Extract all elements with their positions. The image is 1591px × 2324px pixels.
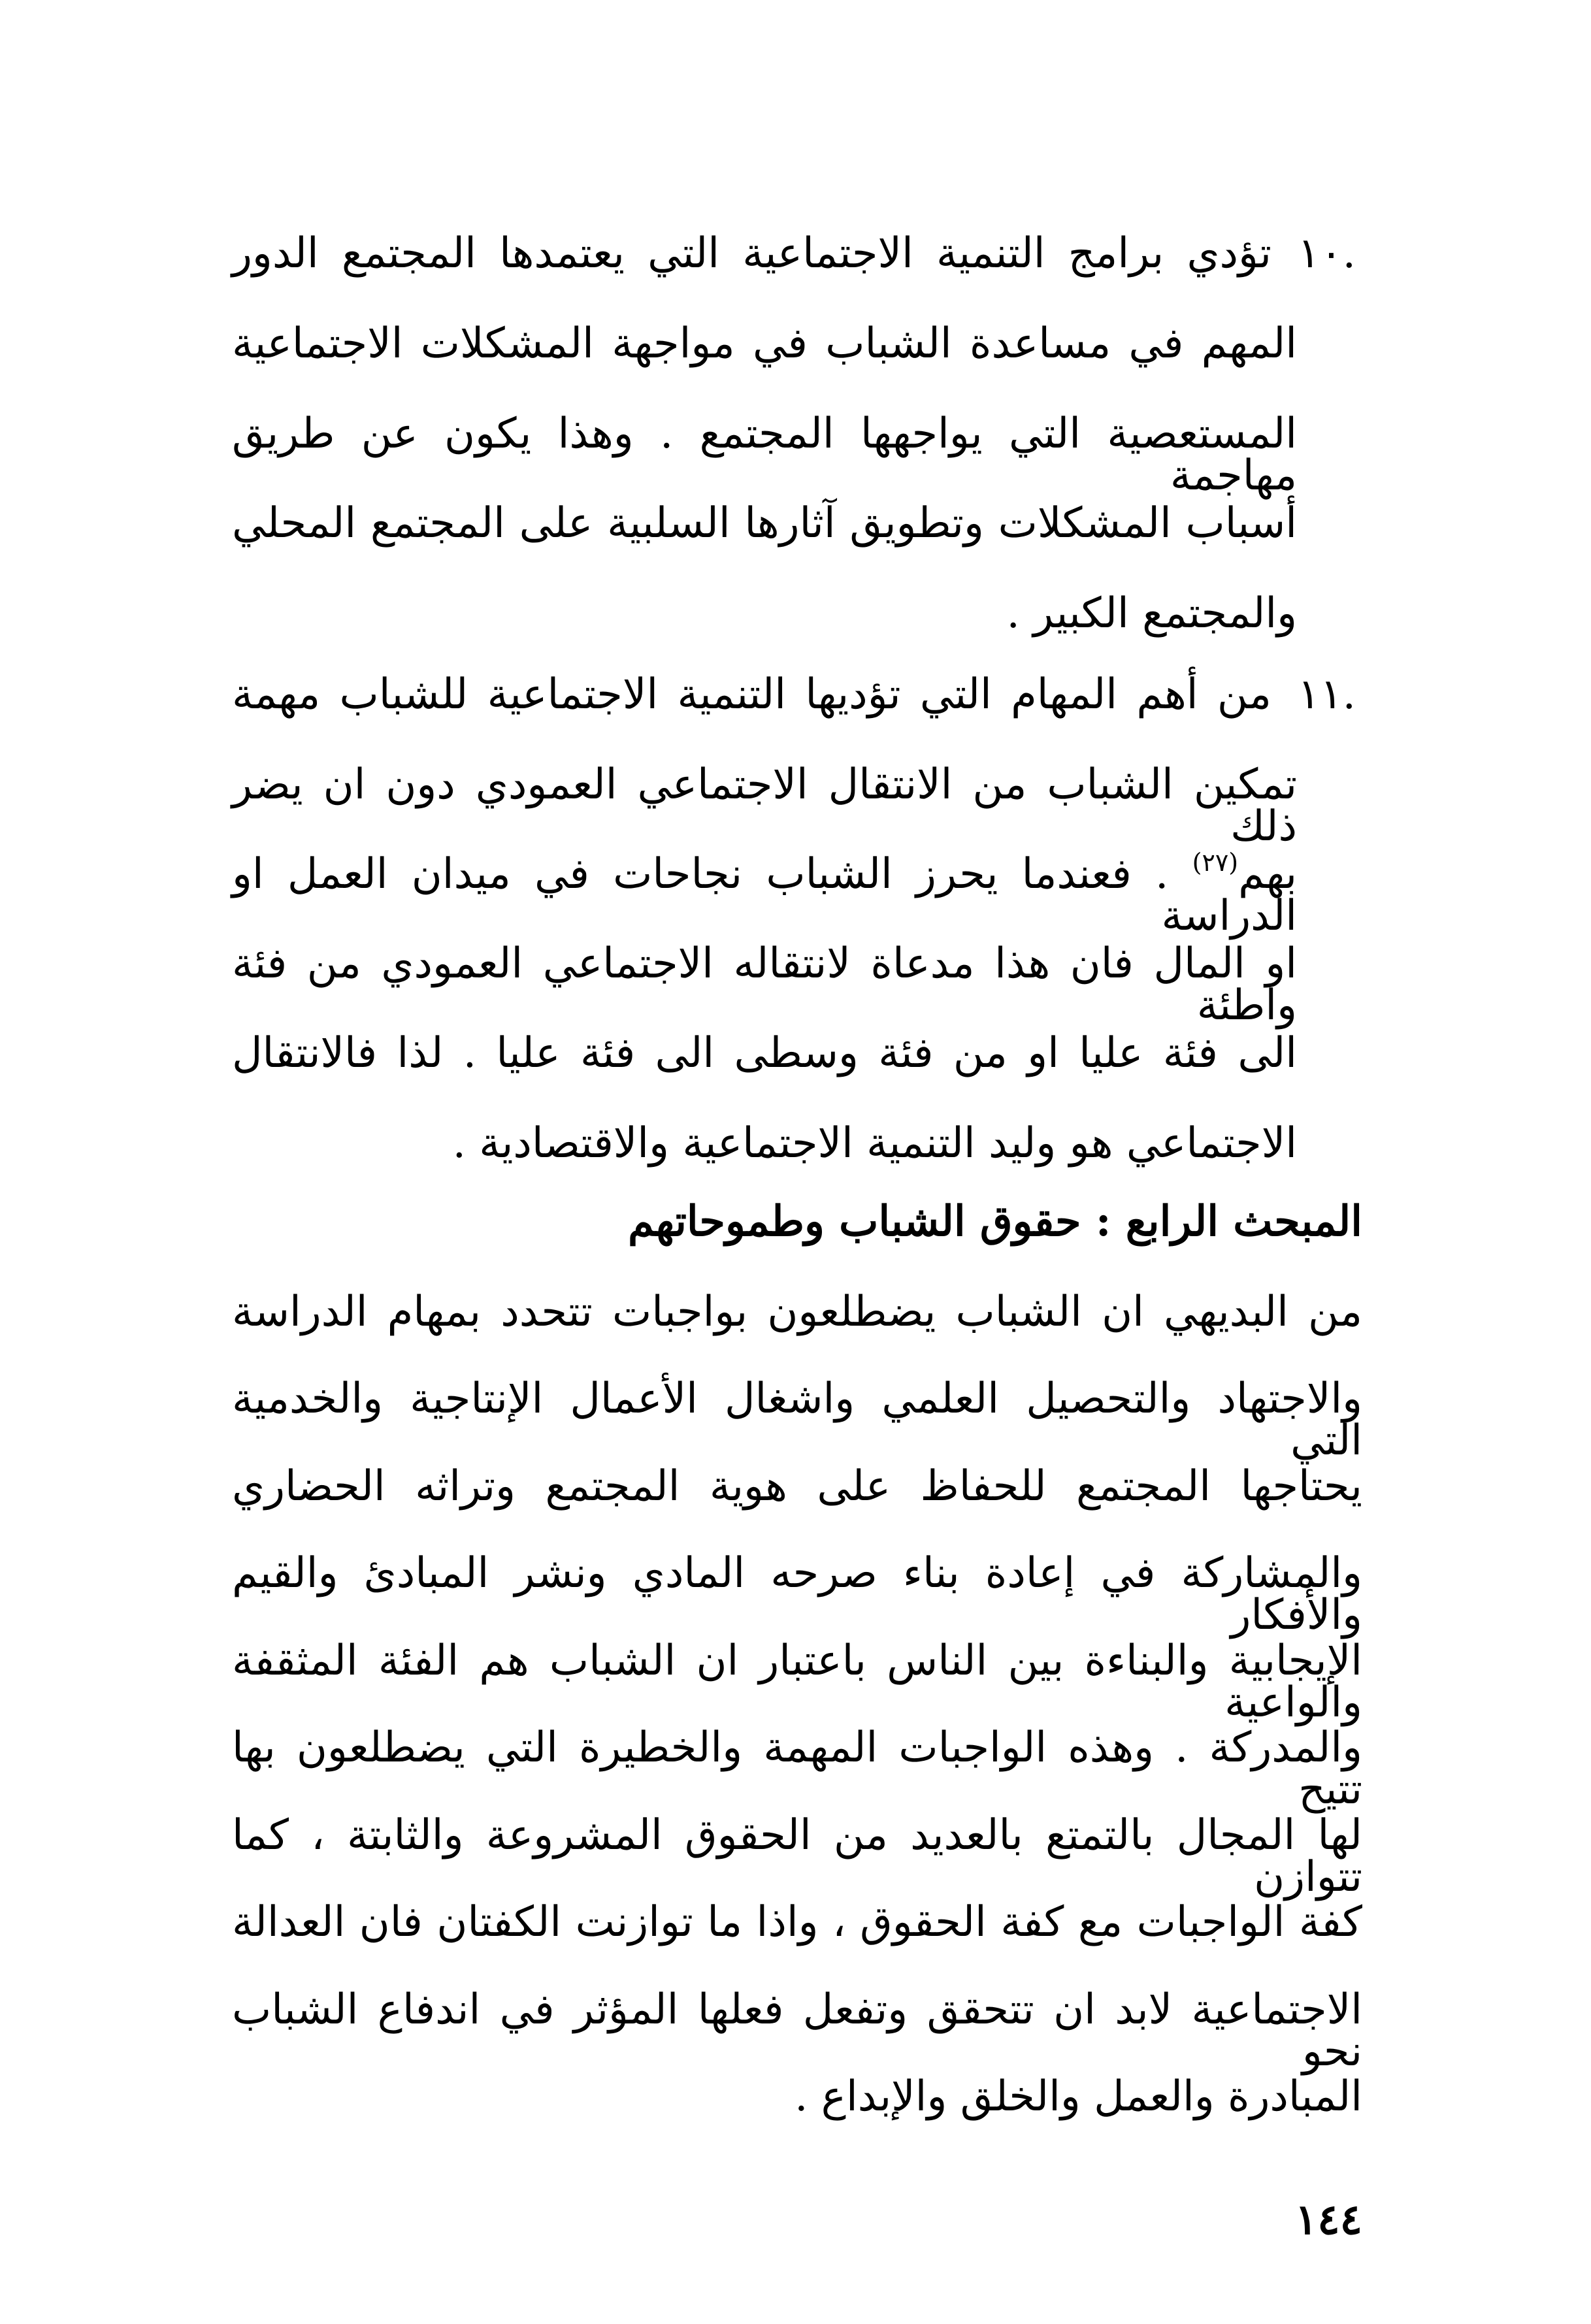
item-10-line-4: أسباب المشكلات وتطويق آثارها السلبية على المجتمع المحلي	[232, 499, 1297, 548]
item-10-line-5: والمجتمع الكبير .	[1006, 589, 1297, 638]
paragraph-line-5: الإيجابية والبناءة بين الناس باعتبار ان الشباب هم الفئة المثقفة والواعية	[232, 1637, 1362, 1727]
paragraph-line-10: المبادرة والعمل والخلق والإبداع .	[795, 2072, 1362, 2121]
item-11-line-3-start: بهم	[1238, 850, 1297, 898]
item-10-number: .١٠	[1297, 229, 1356, 278]
item-11-number: .١١	[1297, 670, 1356, 719]
section-heading: المبحث الرابع : حقوق الشباب وطموحاتهم	[628, 1197, 1362, 1246]
footnote-ref: (٢٧)	[1192, 848, 1239, 877]
item-11-line-3-end: . فعندما يحرز الشباب نجاحات في ميدان العمل او الدراسة	[232, 850, 1297, 940]
paragraph-line-1: من البديهي ان الشباب يضطلعون بواجبات تتحدد بمهام الدراسة	[232, 1288, 1362, 1336]
item-10-line-3: المستعصية التي يواجهها المجتمع . وهذا يكون عن طريق مهاجمة	[232, 410, 1297, 500]
item-11-line-5: الى فئة عليا او من فئة وسطى الى فئة عليا . لذا فالانتقال	[232, 1029, 1297, 1077]
item-10-line-2: المهم في مساعدة الشباب في مواجهة المشكلات الاجتماعية	[232, 319, 1297, 368]
paragraph-line-9: الاجتماعية لابد ان تتحقق وتفعل فعلها المؤثر في اندفاع الشباب نحو	[232, 1986, 1362, 2076]
item-11-text-1: من أهم المهام التي تؤديها التنمية الاجتماعية للشباب مهمة	[232, 670, 1271, 719]
paragraph-line-7: لها المجال بالتمتع بالعديد من الحقوق المشروعة والثابتة ، كما تتوازن	[232, 1811, 1363, 1901]
item-11-line-1	[232, 670, 1356, 719]
paragraph-line-3: يحتاجها المجتمع للحفاظ على هوية المجتمع وتراثه الحضاري	[232, 1462, 1362, 1511]
page-number: ١٤٤	[1294, 2195, 1362, 2244]
paragraph-line-6: والمدركة . وهذه الواجبات المهمة والخطيرة التي يضطلعون بها تتيح	[232, 1724, 1362, 1814]
item-11-line-2: تمكين الشباب من الانتقال الاجتماعي العمودي دون ان يضر ذلك	[232, 761, 1297, 851]
paragraph-line-2: والاجتهاد والتحصيل العلمي واشغال الأعمال الإنتاجية والخدمية التي	[232, 1375, 1362, 1465]
item-11-line-3	[232, 848, 1297, 940]
item-11-line-4: او المال فان هذا مدعاة لانتقاله الاجتماعي العمودي من فئة واطئة	[232, 940, 1298, 1030]
item-11-line-6: الاجتماعي هو وليد التنمية الاجتماعية والاقتصادية .	[452, 1119, 1297, 1168]
item-10-line-1	[232, 229, 1356, 278]
paragraph-line-8: كفة الواجبات مع كفة الحقوق ، واذا ما توازنت الكفتان فان العدالة	[232, 1898, 1363, 1946]
paragraph-line-4: والمشاركة في إعادة بناء صرحه المادي ونشر المبادئ والقيم والأفكار	[232, 1549, 1362, 1639]
item-10-text-1: تؤدي برامج التنمية الاجتماعية التي يعتمدها المجتمع الدور	[232, 229, 1271, 278]
